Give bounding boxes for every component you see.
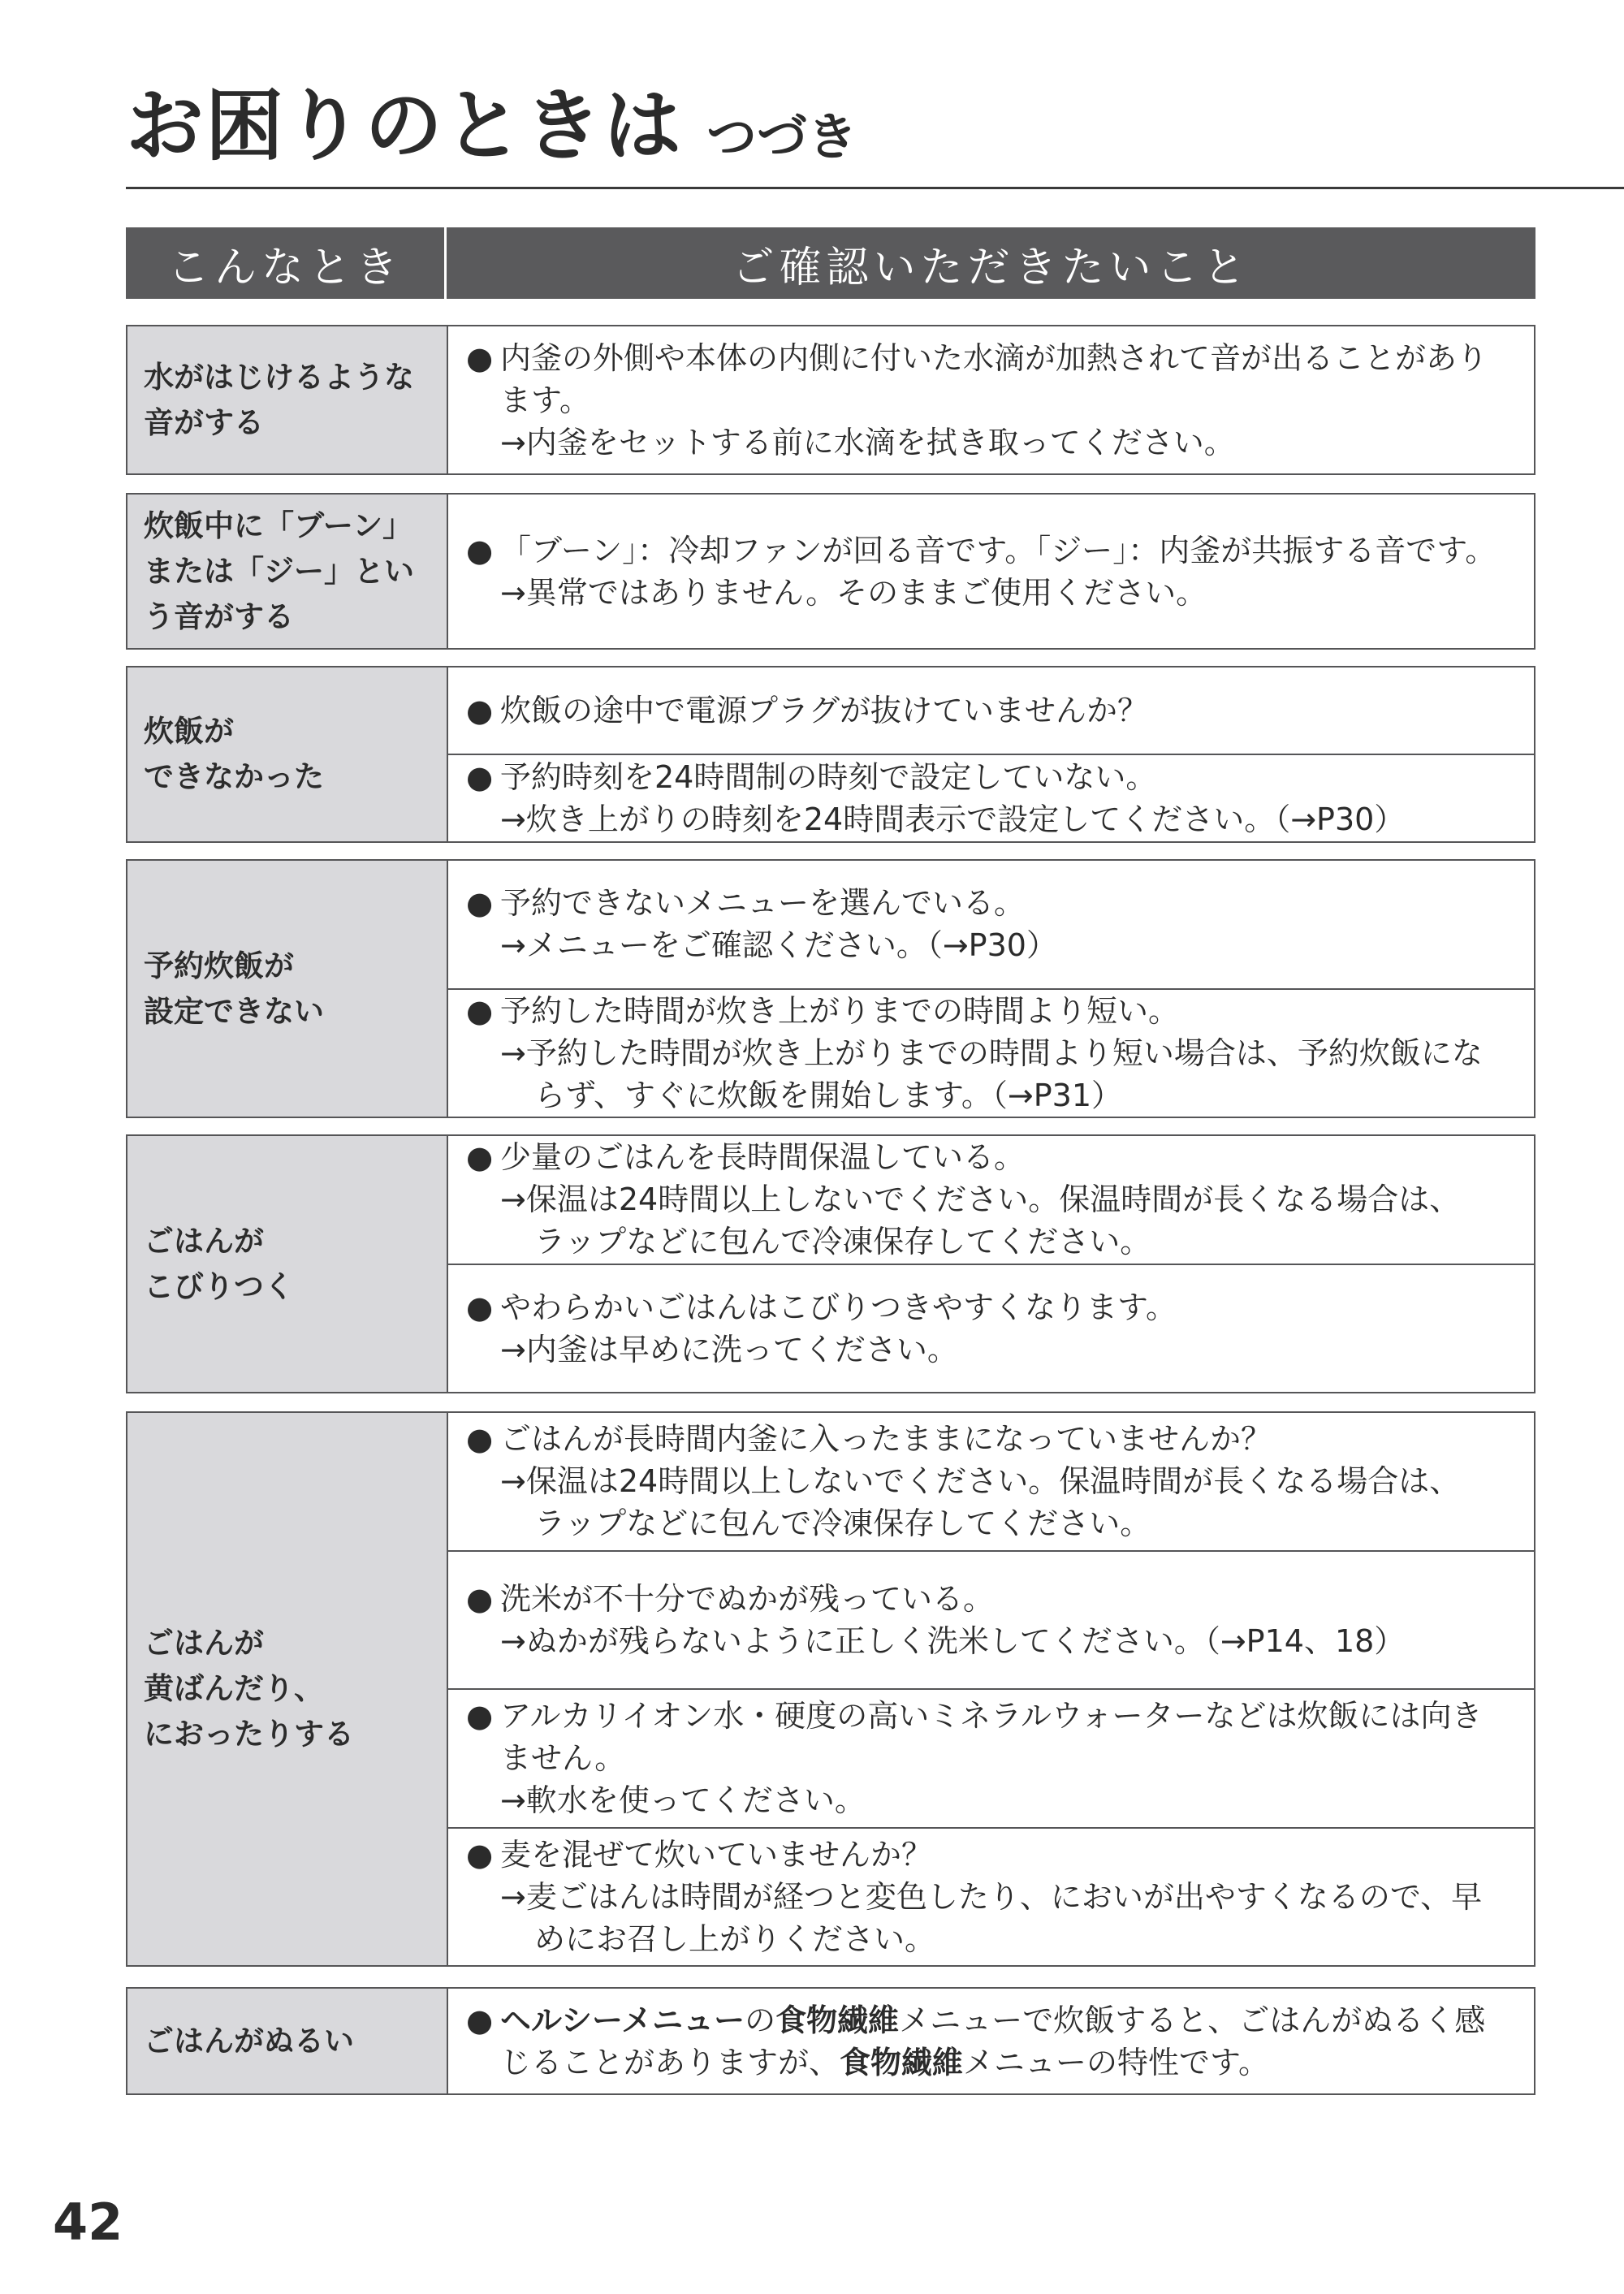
checks-cell <box>448 667 1534 841</box>
check-item <box>448 988 1534 1117</box>
trouble-group <box>126 1411 1535 1967</box>
check-point <box>466 1136 1519 1178</box>
check-point <box>466 337 1519 379</box>
check-point-continued: ます。 <box>500 382 590 418</box>
check-item <box>448 1413 1534 1550</box>
trouble-group <box>126 493 1535 650</box>
check-point-text: 予約した時間が炊き上がりまでの時間より短い。 <box>500 992 1180 1029</box>
remedy-text: めにお召し上がりください。 <box>534 1920 936 1957</box>
situation-label-line: 予約炊飯が <box>144 948 294 983</box>
check-point-text: 炊飯の途中で電源プラグが抜けていませんか？ <box>500 693 1149 728</box>
remedy-text: →麦ごはんは時間が経つと変色したり、においが出やすくなるので、早 <box>500 1878 1483 1915</box>
check-point <box>466 689 1519 732</box>
remedy-text: →保温は24時間以上しないでください。保温時間が長くなる場合は、 <box>500 1463 1461 1500</box>
check-point <box>466 1999 1519 2041</box>
bullet-icon: ● <box>466 1580 494 1617</box>
check-point-text: メニューの特性です。 <box>963 2044 1269 2080</box>
menu-name-emphasis: 食物繊維 <box>775 2002 900 2038</box>
page-subtitle: つづき <box>706 107 858 166</box>
table-header-checks: ご確認いただきたいこと <box>732 243 1250 292</box>
checks-cell <box>448 326 1534 473</box>
bullet-icon: ● <box>466 693 494 728</box>
bullet-icon: ● <box>466 1698 494 1735</box>
check-point-text: アルカリイオン水・硬度の高いミネラルウォーターなどは炊飯には向き <box>500 1698 1483 1735</box>
bullet-icon: ● <box>466 1289 494 1325</box>
check-point-text: の <box>745 2002 776 2038</box>
check-point <box>466 1286 1519 1328</box>
remedy-text: ラップなどに包んで冷凍保存してください。 <box>534 1224 1151 1260</box>
bullet-icon: ● <box>466 1139 494 1176</box>
bullet-icon: ● <box>466 532 494 568</box>
situation-label-line: 炊飯中に「ブーン」 <box>144 508 413 543</box>
situation-cell <box>127 1136 448 1392</box>
check-point-text: 麦を混ぜて炊いていませんか？ <box>500 1836 933 1873</box>
check-item <box>448 495 1534 648</box>
trouble-group <box>126 1134 1535 1393</box>
trouble-group <box>126 666 1535 843</box>
check-item <box>448 861 1534 988</box>
menu-name-emphasis: 食物繊維 <box>840 2044 964 2080</box>
check-point <box>466 756 1519 798</box>
situation-cell <box>127 1413 448 1965</box>
remedy-text: →内釜は早めに洗ってください。 <box>500 1331 958 1367</box>
bullet-icon: ● <box>466 1836 494 1873</box>
check-item <box>448 1688 1534 1827</box>
remedy-text: →予約した時間が炊き上がりまでの時間より短い場合は、予約炊飯にな <box>500 1035 1483 1071</box>
remedy-text: →メニューをご確認ください。（→P30） <box>500 927 1057 964</box>
trouble-group <box>126 325 1535 475</box>
check-point <box>466 1418 1519 1460</box>
check-point-continued <box>466 2041 1519 2084</box>
check-point-text: ごはんが長時間内釜に入ったままになっていませんか？ <box>500 1421 1272 1458</box>
remedy-text: ラップなどに包んで冷凍保存してください。 <box>534 1506 1151 1542</box>
situation-label-line: こびりつく <box>144 1268 294 1304</box>
check-point <box>466 882 1519 924</box>
checks-cell <box>448 1136 1534 1392</box>
page-header <box>126 77 1624 189</box>
page-title: お困りのときは <box>126 80 683 171</box>
check-point <box>466 529 1519 572</box>
bullet-icon: ● <box>466 885 494 922</box>
check-item <box>448 1264 1534 1393</box>
check-point-text: じることがありますが、 <box>500 2044 840 2080</box>
checks-cell <box>448 495 1534 648</box>
remedy-text: →ぬかが残らないように正しく洗米してください。（→P14、18） <box>500 1622 1406 1659</box>
situation-label-line: ごはんが <box>144 1626 264 1661</box>
situation-label-line: ごはんがぬるい <box>144 2023 354 2059</box>
situation-label-line: 音がする <box>144 404 264 440</box>
bullet-icon: ● <box>466 759 494 795</box>
check-point-text: やわらかいごはんはこびりつきやすくなります。 <box>500 1289 1177 1325</box>
situation-cell <box>127 495 448 648</box>
check-item <box>448 754 1534 841</box>
check-item <box>448 1827 1534 1966</box>
check-point-text: 洗米が不十分でぬかが残っている。 <box>500 1580 995 1617</box>
situation-label-line: 炊飯が <box>144 714 234 749</box>
situation-cell <box>127 326 448 473</box>
situation-label-line: 黄ばんだり、 <box>144 1671 324 1706</box>
check-item <box>448 1989 1534 2093</box>
check-item <box>448 667 1534 754</box>
check-point-text: メニューで炊飯すると、ごはんがぬるく感 <box>899 2002 1486 2038</box>
check-point <box>466 990 1519 1032</box>
remedy-text: →内釜をセットする前に水滴を拭き取ってください。 <box>500 424 1235 460</box>
check-item <box>448 1136 1534 1264</box>
check-point-text: 「ブーン」：冷却ファンが回る音です。「ジー」：内釜が共振する音です。 <box>500 532 1497 568</box>
bullet-icon: ● <box>466 2002 494 2038</box>
check-point-text: 予約時刻を24時間制の時刻で設定していない。 <box>500 759 1157 795</box>
page-number: 42 <box>53 2192 123 2252</box>
checks-cell <box>448 1413 1534 1965</box>
situation-label-line: できなかった <box>144 759 324 794</box>
bullet-icon: ● <box>466 992 494 1029</box>
check-item <box>448 326 1534 473</box>
check-point <box>466 1834 1519 1876</box>
remedy-text: →保温は24時間以上しないでください。保温時間が長くなる場合は、 <box>500 1182 1461 1218</box>
situation-label-line: 設定できない <box>144 993 324 1029</box>
menu-name-emphasis: ヘルシーメニュー <box>500 2002 745 2038</box>
situation-label-line: におったりする <box>144 1717 354 1752</box>
situation-label-line: う音がする <box>144 598 294 634</box>
check-point-text: 少量のごはんを長時間保温している。 <box>500 1139 1026 1176</box>
check-point-continued: ません。 <box>500 1740 626 1777</box>
table-header-situation: こんなとき <box>126 227 447 299</box>
checks-cell <box>448 1989 1534 2093</box>
situation-cell <box>127 861 448 1117</box>
situation-cell <box>127 667 448 841</box>
check-point <box>466 1578 1519 1620</box>
situation-cell <box>127 1989 448 2093</box>
check-point-text: 予約できないメニューを選んでいる。 <box>500 885 1026 922</box>
bullet-icon: ● <box>466 1421 494 1458</box>
trouble-group <box>126 1987 1535 2095</box>
check-point <box>466 1695 1519 1737</box>
situation-label-line: または「ジー」とい <box>144 553 414 589</box>
check-item <box>448 1550 1534 1689</box>
situation-label-line: ごはんが <box>144 1223 264 1259</box>
situation-label-line: 水がはじけるような <box>144 359 414 395</box>
remedy-text: らず、すぐに炊飯を開始します。（→P31） <box>534 1077 1123 1113</box>
remedy-text: →炊き上がりの時刻を24時間表示で設定してください。（→P30） <box>500 801 1406 837</box>
remedy-text: →異常ではありません。そのままご使用ください。 <box>500 574 1207 611</box>
trouble-group <box>126 859 1535 1118</box>
checks-cell <box>448 861 1534 1117</box>
remedy-text: →軟水を使ってください。 <box>500 1782 866 1819</box>
bullet-icon: ● <box>466 339 494 376</box>
check-point-text: 内釜の外側や本体の内側に付いた水滴が加熱されて音が出ることがあり <box>500 339 1488 376</box>
table-header <box>126 227 1535 299</box>
